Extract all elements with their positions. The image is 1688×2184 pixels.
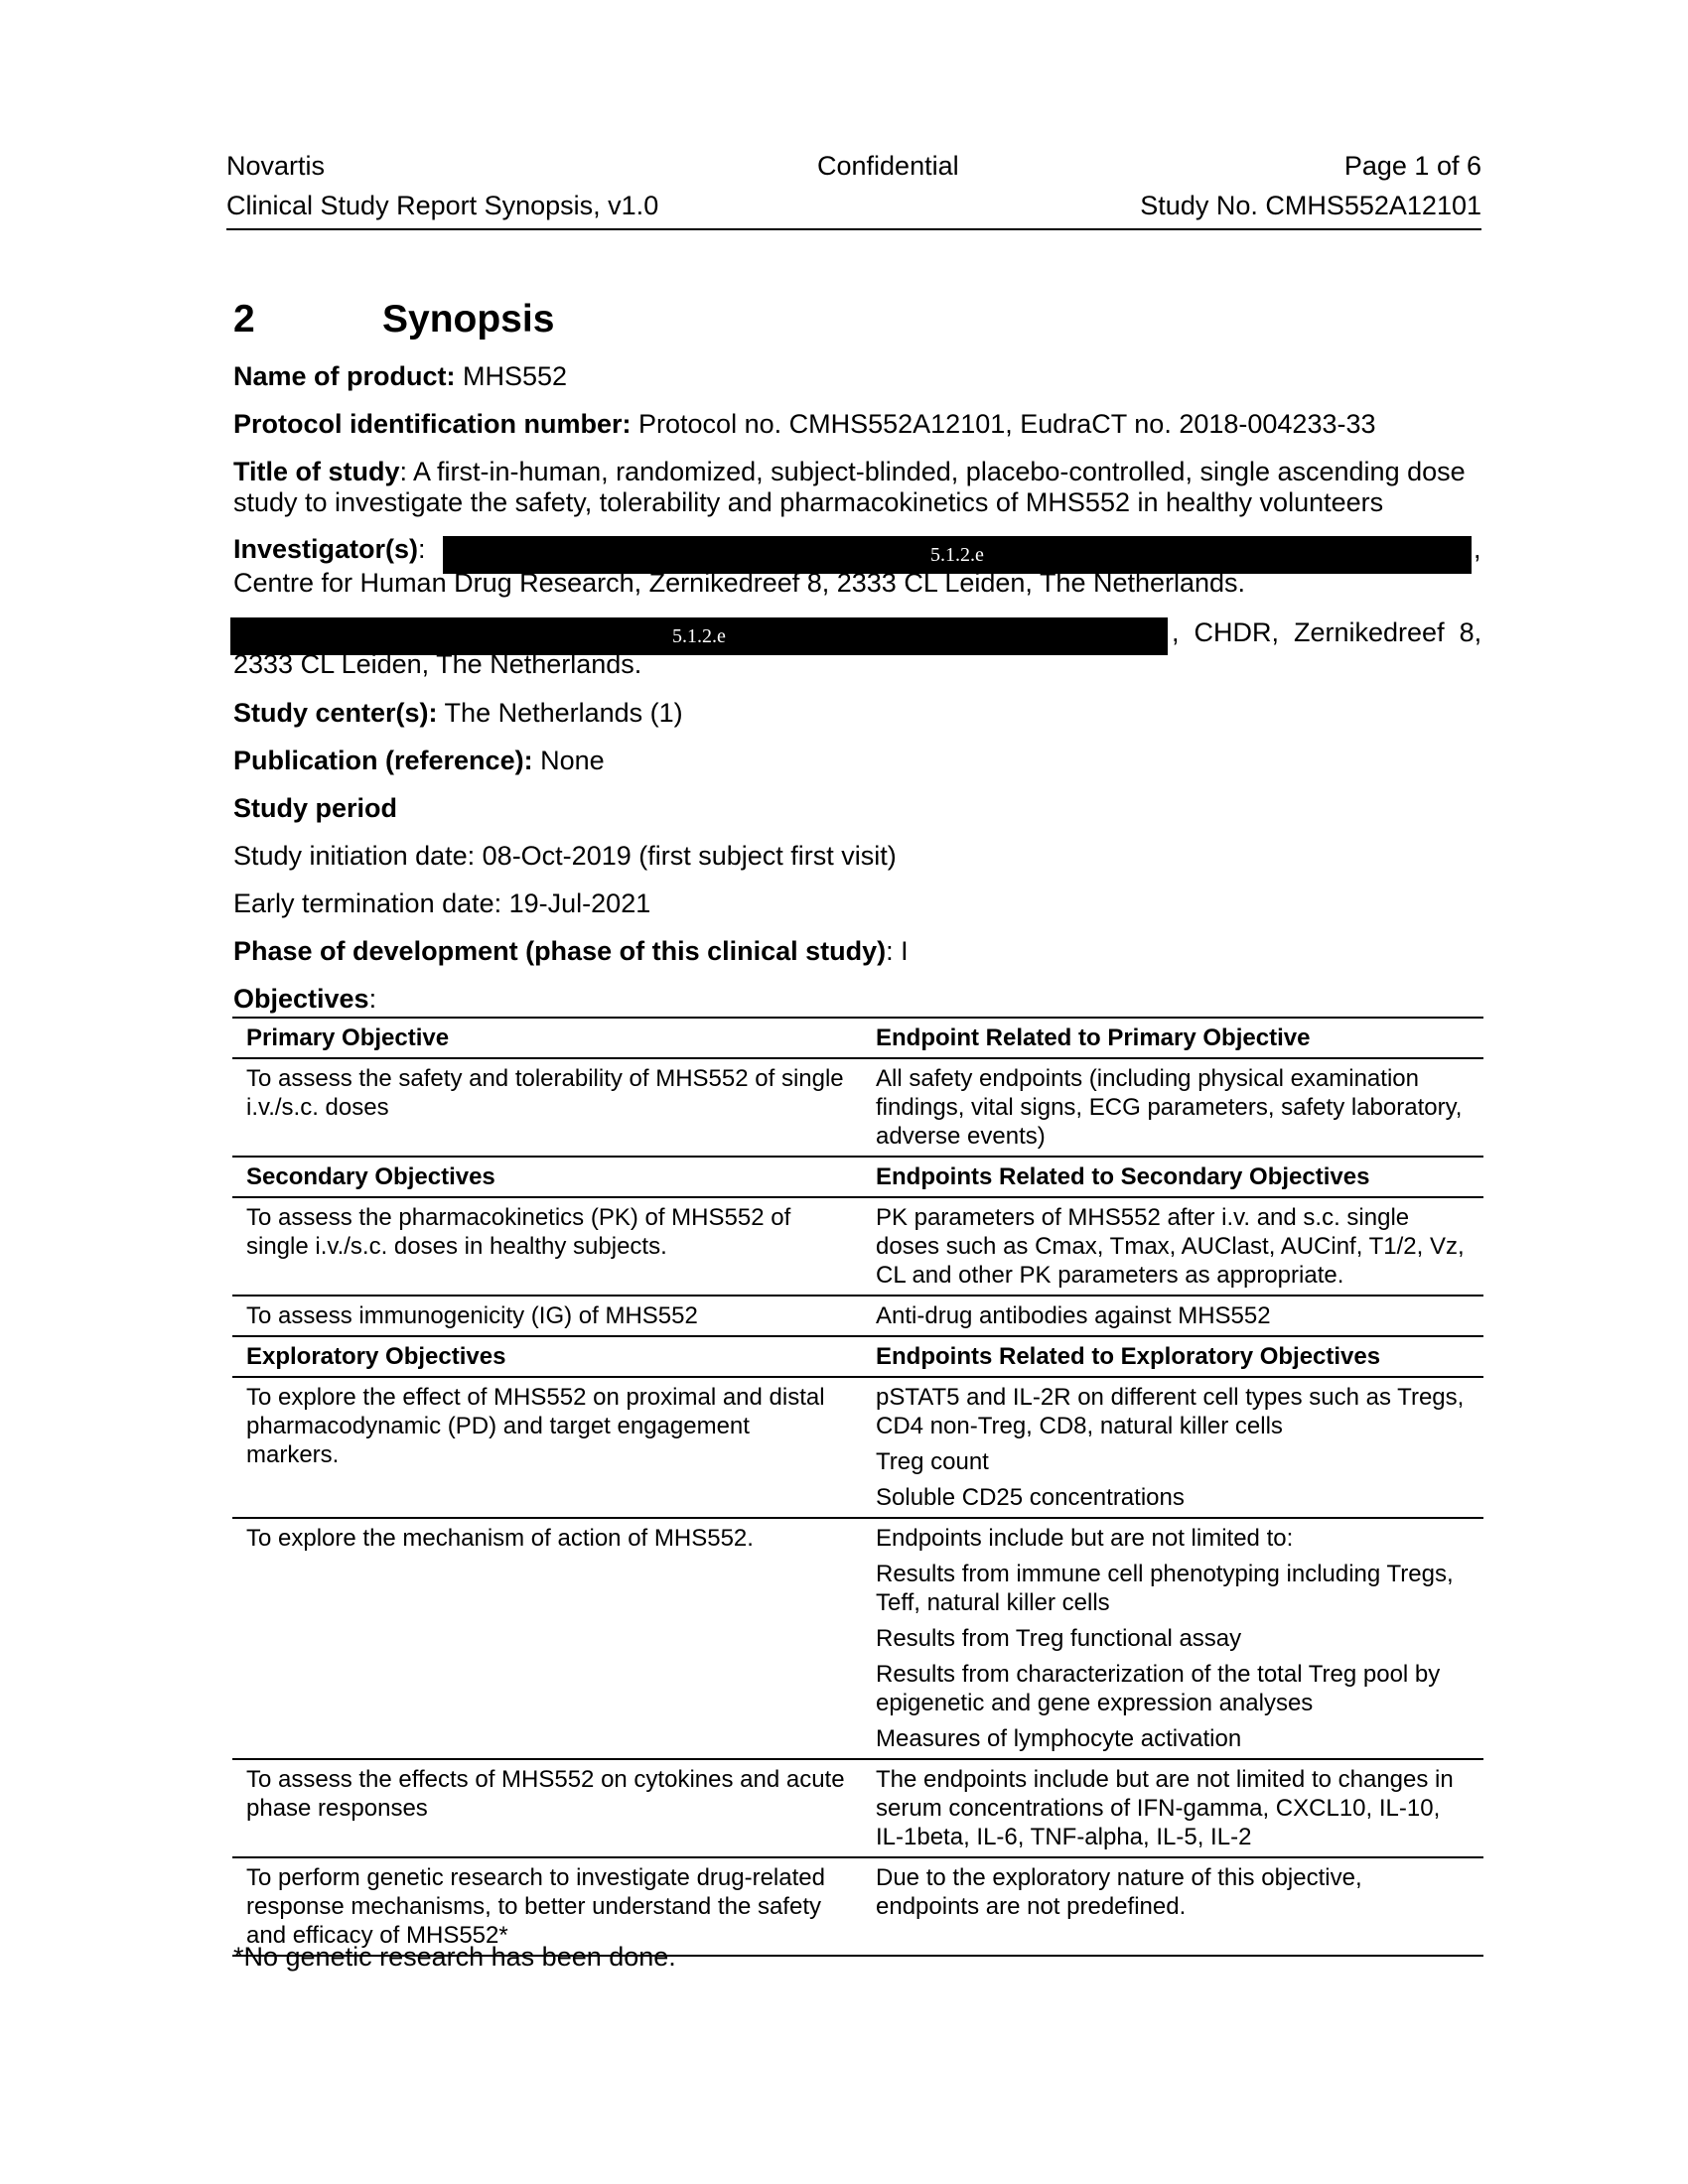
table-header-row <box>232 1335 1483 1376</box>
study-center-value: The Netherlands (1) <box>437 698 683 728</box>
investigator-colon: : <box>418 534 426 564</box>
objective-cell: To assess the safety and tolerability of MHS552 of single i.v./s.c. doses <box>246 1065 844 1121</box>
product-label: Name of product: <box>233 361 456 391</box>
protocol-value: Protocol no. CMHS552A12101, EudraCT no. 2018-004233-33 <box>631 409 1376 439</box>
table-header-row <box>232 1156 1483 1196</box>
investigator-comma: , <box>1474 534 1481 564</box>
investigator-address: Centre for Human Drug Research, Zernikedreef 8, 2333 CL Leiden, The Netherlands. <box>233 568 1246 598</box>
phase-field <box>233 936 1484 967</box>
primary-endpoint-header: Endpoint Related to Primary Objective <box>876 1024 1311 1051</box>
section-heading <box>233 298 554 341</box>
objective-cell: To assess the effects of MHS552 on cytokines and acute phase responses <box>246 1766 845 1822</box>
endpoint-cell: Due to the exploratory nature of this objective, endpoints are not predefined. <box>876 1864 1362 1920</box>
footnote: *No genetic research has been done. <box>233 1942 676 1972</box>
publication-value: None <box>532 746 605 775</box>
investigator-label: Investigator(s) <box>233 534 419 564</box>
table-row <box>232 1376 1483 1517</box>
endpoint-cell: All safety endpoints (including physical examination findings, vital signs, ECG parameters, safety laboratory, adverse events) <box>876 1065 1463 1150</box>
objective-cell: To explore the mechanism of action of MHS552. <box>246 1525 754 1552</box>
exploratory-objectives-header: Exploratory Objectives <box>246 1343 506 1370</box>
primary-objective-header: Primary Objective <box>246 1024 450 1051</box>
study-title-value: : A first-in-human, randomized, subject-blinded, placebo-controlled, single ascending dose study to investigate the safety, tolerability and pharmacokinetics of MHS552 in healthy volunteers <box>233 457 1466 517</box>
header-confidentiality: Confidential <box>817 151 959 181</box>
product-value: MHS552 <box>455 361 568 391</box>
header-document-title: Clinical Study Report Synopsis, v1.0 <box>226 191 659 220</box>
endpoint-cell <box>862 1378 1483 1517</box>
endpoint-item: Results from characterization of the total Treg pool by epigenetic and gene expression analyses <box>876 1661 1441 1716</box>
page-header <box>226 147 1481 230</box>
endpoint-cell: Anti-drug antibodies against MHS552 <box>876 1302 1271 1329</box>
phase-label: Phase of development (phase of this clinical study) <box>233 936 887 966</box>
header-study-number: Study No. CMHS552A12101 <box>1140 191 1481 220</box>
endpoint-item: Soluble CD25 concentrations <box>876 1484 1185 1511</box>
objectives-label: Objectives <box>233 984 369 1014</box>
publication-field <box>233 746 1484 776</box>
redaction-code: 5.1.2.e <box>672 625 726 647</box>
protocol-field <box>233 409 1484 440</box>
objective-cell: To assess immunogenicity (IG) of MHS552 <box>246 1302 698 1329</box>
endpoint-item: Results from immune cell phenotyping including Tregs, Teff, natural killer cells <box>876 1561 1454 1616</box>
exploratory-endpoints-header: Endpoints Related to Exploratory Objectives <box>876 1343 1381 1370</box>
table-row <box>232 1295 1483 1335</box>
product-field <box>233 361 1484 392</box>
study-initiation-date: Study initiation date: 08-Oct-2019 (first subject first visit) <box>233 841 897 871</box>
endpoint-item: Measures of lymphocyte activation <box>876 1725 1242 1752</box>
endpoint-item: pSTAT5 and IL-2R on different cell types such as Tregs, CD4 non-Treg, CD8, natural killer cells <box>876 1384 1465 1439</box>
endpoint-cell: PK parameters of MHS552 after i.v. and s.c. single doses such as Cmax, Tmax, AUClast, AUCinf, T1/2, Vz, CL and other PK parameters as appropriate. <box>876 1204 1465 1289</box>
objective-cell: To explore the effect of MHS552 on proximal and distal pharmacodynamic (PD) and target engagement markers. <box>246 1384 825 1468</box>
endpoint-item: Endpoints include but are not limited to: <box>876 1525 1294 1552</box>
endpoint-cell <box>862 1519 1483 1758</box>
objectives-heading <box>233 984 1484 1015</box>
objective-cell: To assess the pharmacokinetics (PK) of MHS552 of single i.v./s.c. doses in healthy subjects. <box>246 1204 791 1260</box>
table-header-row <box>232 1017 1483 1057</box>
study-title-label: Title of study <box>233 457 400 486</box>
header-company: Novartis <box>226 151 326 181</box>
publication-label: Publication (reference): <box>233 746 533 775</box>
endpoint-cell: The endpoints include but are not limited to changes in serum concentrations of IFN-gamma, CXCL10, IL-10, IL-1beta, IL-6, TNF-alpha, IL-5, IL-2 <box>876 1766 1454 1850</box>
investigator2-affiliation: , CHDR, Zernikedreef 8, <box>1172 617 1482 647</box>
objectives-colon: : <box>368 984 377 1014</box>
objective-cell: To perform genetic research to investigate drug-related response mechanisms, to better understand the safety and efficacy of MHS552* <box>246 1864 825 1949</box>
objectives-table <box>232 1017 1483 1957</box>
endpoint-item: Treg count <box>876 1448 989 1475</box>
early-termination-date: Early termination date: 19-Jul-2021 <box>233 888 651 918</box>
investigator2-address: 2333 CL Leiden, The Netherlands. <box>233 649 642 679</box>
section-title: Synopsis <box>382 298 555 341</box>
study-period-label: Study period <box>233 793 398 823</box>
table-row <box>232 1196 1483 1295</box>
phase-value: : I <box>886 936 909 966</box>
study-title-field <box>233 457 1494 518</box>
table-row <box>232 1057 1483 1156</box>
secondary-endpoints-header: Endpoints Related to Secondary Objectives <box>876 1163 1370 1190</box>
secondary-objectives-header: Secondary Objectives <box>246 1163 495 1190</box>
study-center-label: Study center(s): <box>233 698 438 728</box>
study-center-field <box>233 698 1484 729</box>
endpoint-item: Results from Treg functional assay <box>876 1625 1242 1652</box>
table-row <box>232 1758 1483 1856</box>
section-number: 2 <box>233 298 255 341</box>
protocol-label: Protocol identification number: <box>233 409 632 439</box>
redaction-code: 5.1.2.e <box>930 544 984 566</box>
study-period-heading <box>233 793 1484 824</box>
header-page-number: Page 1 of 6 <box>1343 151 1481 181</box>
table-row <box>232 1517 1483 1758</box>
